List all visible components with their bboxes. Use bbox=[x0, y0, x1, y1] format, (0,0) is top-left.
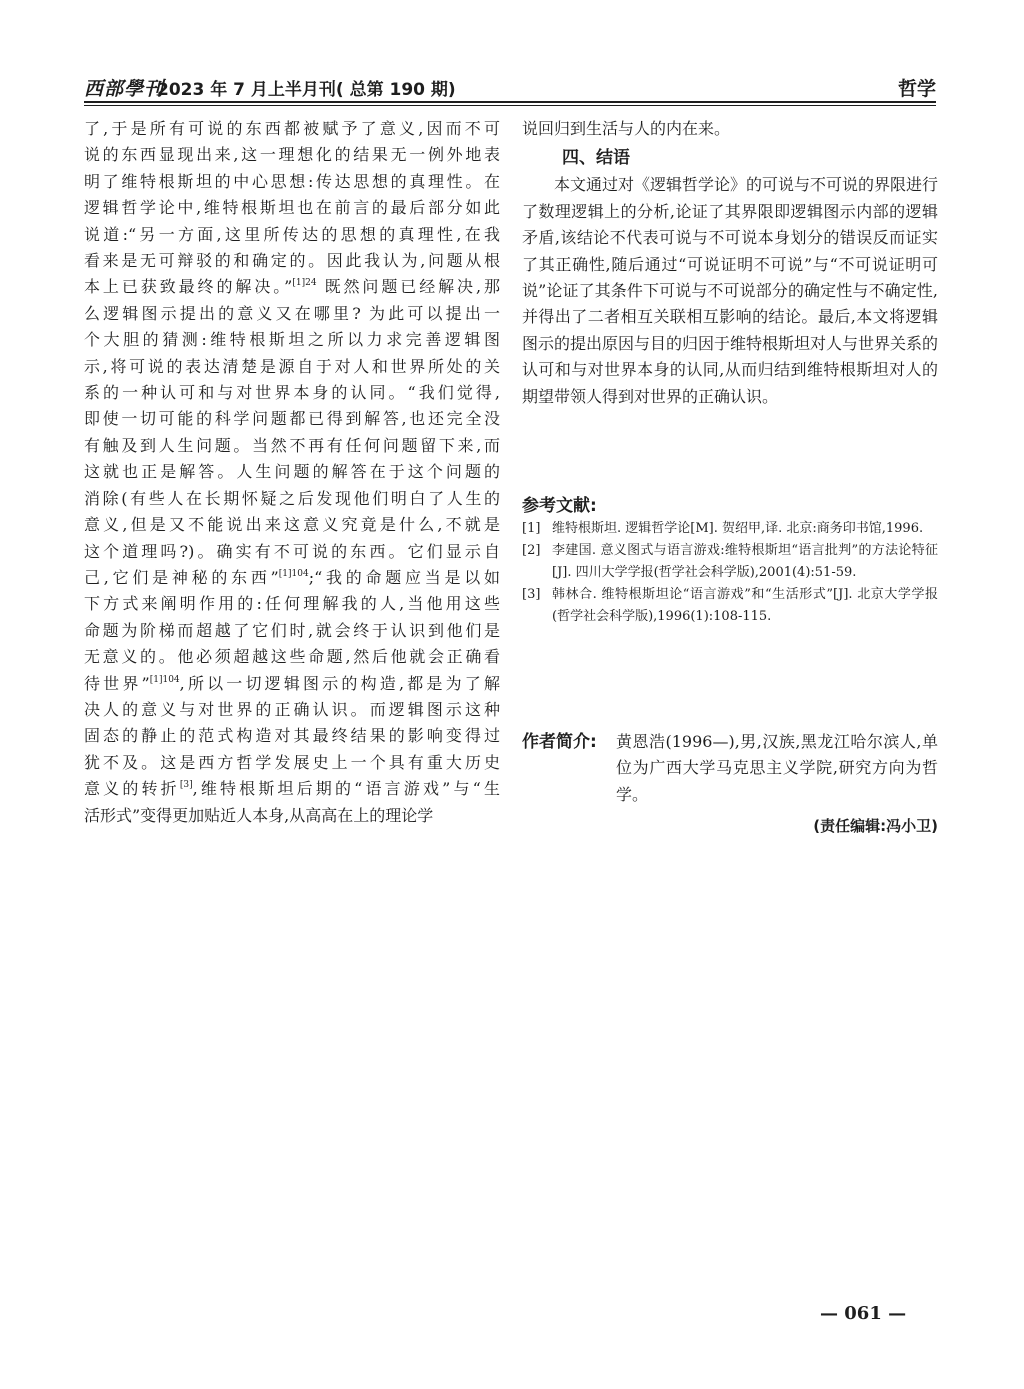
body-line: 决人的意义与对世界的正确认识。而逻辑图示这种 bbox=[84, 699, 500, 719]
body-text: ,所以一切逻辑图示的构造,都是为了解 bbox=[179, 673, 500, 693]
continuation-text: 说回归到生活与人的内在来。 bbox=[522, 119, 731, 138]
body-line: 命题为阶梯而超越了它们时,就会终于认识到他们是 bbox=[84, 620, 500, 640]
body-text: ;“我的命题应当是以如 bbox=[308, 567, 500, 587]
body-line: 犹不及。这是西方哲学发展史上一个具有重大历史 bbox=[84, 752, 500, 772]
responsible-editor: (责任编辑:冯小卫) bbox=[813, 817, 938, 835]
reference-text: 韩林合. 维特根斯坦论“语言游戏”和“生活形式”[J]. 北京大学学报(哲学社会科学版),1996(1):108-115. bbox=[552, 587, 938, 624]
reference-item bbox=[522, 518, 938, 540]
body-line: 说道:“另一方面,这里所传达的思想的真理性,在我 bbox=[84, 224, 500, 244]
body-line: 个大胆的猜测:维特根斯坦之所以力求完善逻辑图 bbox=[84, 330, 500, 350]
body-line bbox=[84, 274, 500, 300]
issue-info: 2023 年 7 月上半月刊( 总第 190 期) bbox=[157, 80, 456, 100]
body-line: 么逻辑图示提出的意义又在哪里? 为此可以提出一 bbox=[84, 303, 500, 323]
citation: [1]104 bbox=[149, 674, 180, 685]
body-line: 逻辑哲学论中,维特根斯坦也在前言的最后部分如此 bbox=[84, 198, 500, 218]
body-line: 看来是无可辩驳的和确定的。因此我认为,问题从根 bbox=[84, 251, 500, 271]
body-line: 固态的静止的范式构造对其最终结果的影响变得过 bbox=[84, 726, 500, 746]
conclusion-paragraph: 本文通过对《逻辑哲学论》的可说与不可说的界限进行了数理逻辑上的分析,论证了其界限即逻辑图示内部的逻辑矛盾,该结论不代表可说与不可说本身划分的错误反而证实了其正确性,随后通过“可说证明不可说”与“不可说证明可说”论证了其条件下可说与不可说部分的确定性与不确定性,并得出了二者相互关联相互影响的结论。最后,本文将逻辑图示的提出原因与目的归因于维特根斯坦对人与世界关系的认可和与对世界本身的认同,从而归结到维特根斯坦对人的期望带领人得到对世界的正确认识。 bbox=[522, 175, 939, 406]
journal-logo: 西部學刊 bbox=[84, 78, 165, 100]
reference-number: [1] bbox=[522, 521, 541, 536]
body-line: 明了维特根斯坦的中心思想:传达思想的真理性。在 bbox=[84, 171, 500, 191]
body-line: 下方式来阐明作用的:任何理解我的人,当他用这些 bbox=[84, 594, 500, 614]
left-column bbox=[84, 116, 500, 829]
body-line: 这个道理吗?)。确实有不可说的东西。它们显示自 bbox=[84, 541, 500, 561]
author-bio: 黄恩浩(1996—),男,汉族,黑龙江哈尔滨人,单位为广西大学马克思主义学院,研究方向为哲学。 bbox=[616, 732, 938, 804]
header-rule-thick bbox=[84, 101, 936, 103]
body-line bbox=[84, 776, 500, 802]
reference-item bbox=[522, 540, 938, 584]
body-line: 系的一种认可和与对世界本身的认同。“我们觉得, bbox=[84, 383, 500, 403]
citation: [1]24 bbox=[292, 278, 317, 289]
body-line: 消除(有些人在长期怀疑之后发现他们明白了人生的 bbox=[84, 488, 500, 508]
header-rule-thin bbox=[84, 105, 936, 106]
body-text: ,维特根斯坦后期的“语言游戏”与“生 bbox=[192, 779, 500, 799]
author-info bbox=[522, 729, 938, 808]
body-line: 意义,但是又不能说出来这意义究竟是什么,不就是 bbox=[84, 515, 500, 535]
body-text: 待世界” bbox=[84, 673, 150, 693]
reference-item bbox=[522, 584, 938, 628]
citation: [3] bbox=[179, 780, 193, 791]
author-label: 作者简介: bbox=[522, 732, 597, 752]
body-text: 既然问题已经解决,那 bbox=[316, 277, 500, 297]
section-name: 哲学 bbox=[897, 78, 936, 100]
body-line: 无意义的。他必须超越这些命题,然后他就会正确看 bbox=[84, 647, 500, 667]
body-text: 意义的转折 bbox=[84, 779, 180, 799]
running-header bbox=[84, 72, 936, 98]
body-line: 了,于是所有可说的东西都被赋予了意义,因而不可 bbox=[84, 119, 500, 138]
body-line: 有触及到人生问题。当然不再有任何问题留下来,而 bbox=[84, 435, 500, 455]
body-text: 本上已获致最终的解决。” bbox=[84, 277, 293, 297]
reference-text: 维特根斯坦. 逻辑哲学论[M]. 贺绍甲,译. 北京:商务印书馆,1996. bbox=[552, 521, 924, 536]
body-line bbox=[84, 565, 500, 591]
references-list bbox=[522, 518, 938, 628]
section-heading: 四、结语 bbox=[562, 148, 630, 169]
body-line: 这就也正是解答。人生问题的解答在于这个问题的 bbox=[84, 462, 500, 482]
body-line: 活形式”变得更加贴近人本身,从高高在上的理论学 bbox=[84, 805, 434, 825]
right-column bbox=[522, 116, 938, 410]
body-text: 己,它们是神秘的东西” bbox=[84, 567, 279, 587]
body-line: 说的东西显现出来,这一理想化的结果无一例外地表 bbox=[84, 145, 500, 165]
reference-number: [3] bbox=[522, 587, 541, 602]
reference-text: 李建国. 意义图式与语言游戏:维特根斯坦“语言批判”的方法论特征[J]. 四川大学学报(哲学社会科学版),2001(4):51-59. bbox=[552, 543, 938, 580]
citation: [1]104 bbox=[278, 568, 309, 579]
body-line bbox=[84, 671, 500, 697]
reference-number: [2] bbox=[522, 543, 541, 558]
body-line: 即使一切可能的科学问题都已得到解答,也还完全没 bbox=[84, 409, 500, 429]
page-number: — 061 — bbox=[820, 1303, 907, 1324]
body-line: 示,将可说的表达清楚是源自于对人和世界所处的关 bbox=[84, 356, 500, 376]
references-title: 参考文献: bbox=[522, 496, 597, 516]
